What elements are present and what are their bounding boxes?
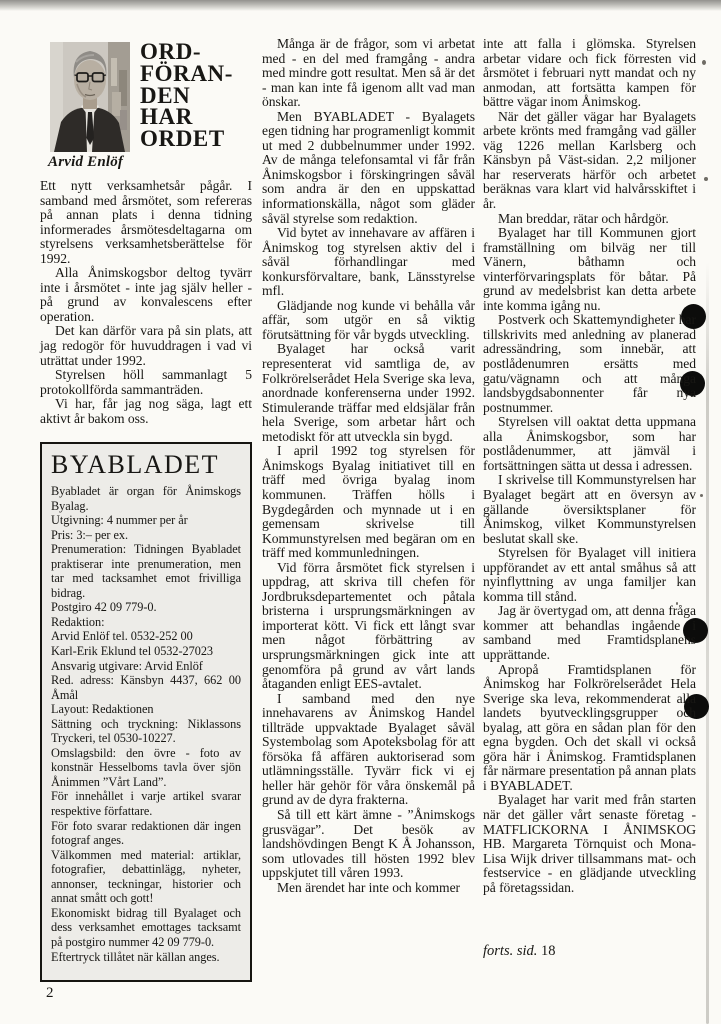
imprint-box [40, 442, 252, 982]
paragraph: Så till ett kärt ämne - ”Ånimskogs grusvägar”. Det besök av landshövdingen Bengt K Å Johansson, som utlovades till hösten 1992 blev uppskjutet till våren 1993. [262, 806, 475, 881]
continuation-page-number: 18 [541, 943, 556, 959]
paragraph: I april 1992 tog styrelsen för Ånimskogs Byalag initiativet till en träff med övriga byalag inom kommunen. Träffen hölls i Bygdegården och mynnade ut i en gemensam skrivelse till Kommunstyrelsen med begäran om en träff med kommunledningen. [262, 443, 475, 561]
paragraph: Styrelsen för Byalaget vill initiera uppförandet av ett antal småhus så att nyinflyttning av unga familjer kan komma till stånd. [483, 545, 696, 604]
imprint-box-lines [51, 484, 241, 964]
imprint-line: Utgivning: 4 nummer per år [51, 513, 188, 528]
paragraph: Styrelsen höll sammanlagt 5 protokollförda sammanträden. [40, 367, 252, 397]
imprint-line: Prenumeration: Tidningen Byabladet praktiserar inte prenumeration, men tar med tacksamhet emot frivilliga bidrag. [51, 542, 241, 600]
imprint-line: Arvid Enlöf tel. 0532-252 00 [51, 629, 193, 644]
portrait-photo [50, 42, 130, 152]
article-column-1 [40, 179, 252, 426]
paragraph: Byalaget har varit med från starten när det gäller vårt senaste företag - MATFLICKORNA I ÅNIMSKOG HB. Margareta Törnquist och Mona-Lisa Wijk driver tillsammans mat- och festservice - en glädjande utveckling på företagssidan. [483, 792, 696, 895]
imprint-line: Ansvarig utgivare: Arvid Enlöf [51, 658, 203, 673]
paragraph: Vid bytet av innehavare av affären i Ånimskog tog styrelsen aktiv del i såväl förhandlingar med konkursförvaltare, bank, Länsstyrelse mfl. [262, 225, 475, 299]
portrait-photo-illustration [50, 42, 130, 152]
article-title-line: ORD- [140, 39, 202, 64]
imprint-line: Byabladet är organ för Ånimskogs Byalag. [51, 484, 241, 513]
page-number: 2 [46, 985, 54, 1001]
paragraph: Vid förra årsmötet fick styrelsen i uppdrag, att skriva till chefen för Jordbruksdepartementet och påtala bristerna i ursprungsmärkningen av importerat kött. Vi fick ett långt svar men något förbättring av ursprungsmärkningen gick inte att genomföra på grund av vårt lands åtaganden enligt EES-avtalet. [262, 559, 475, 692]
imprint-line: Sättning och tryckning: Niklassons Tryckeri, tel 0530-10227. [51, 716, 241, 746]
imprint-line: Redaktion: [51, 614, 105, 629]
article-title-line: HAR [140, 104, 193, 130]
imprint-line: Välkommen med material: artiklar, fotografier, debattinlägg, nyheter, annonser, teckningar, historier och annat smått och gott! [51, 847, 241, 906]
paragraph: Postverk och Skattemyndigheter har tillskrivits med anledning av planerad adressändring, som innebär, att postlådenumren ersätts med gatu/vägnamn och att många landsbygdsabonnenter får nya postnummer. [483, 312, 696, 415]
paragraph: Apropå Framtidsplanen för Ånimskog har Folkrörelserådet Hela Sverige ska leva, rekommenderat alla landets byutvecklingsgrupper och byalag, att göra en sådan plan för den egna bygden. Och det skall vi också göra här i Ånimskog. Framtidsplanen får närmare presentation på annan plats i BYABLADET. [483, 661, 696, 793]
imprint-line: För innehållet i varje artikel svarar respektive författare. [51, 789, 241, 819]
paragraph: Men ärendet har inte och kommer [277, 879, 461, 895]
scan-speck [700, 494, 703, 497]
article-title-line: FÖRAN- [140, 60, 234, 86]
paragraph: Glädjande nog kunde vi behålla vår affär, som utgör en så viktig förutsättning för vår bygds utveckling. [262, 297, 475, 342]
paragraph: I skrivelse till Kommunstyrelsen har Byalaget begärt att en översyn av gällande översiktsplaner för Ånimskog, vilket Kommunstyrelsen beslutat skall ske. [483, 472, 696, 546]
scan-speck [702, 60, 706, 65]
paragraph: När det gäller vägar har Byalagets arbete krönts med framgång vad gäller väg 1226 mellan Karlsberg och Känsbyn på Väst-sidan. 2,2 miljoner har reserverats härför och arbetet beräknas vara klart vid halvårsskiftet i år. [483, 108, 696, 212]
paragraph: Men BYABLADET - Byalagets egen tidning har programenligt kommit ut med 2 dubbelnummer under 1992. Av de många telefonsamtal vi får från Ånimskogsbor i förskingringen såväl som andra är den en uppskattad informationskälla, något som gläder såväl styrelse som redaktion. [262, 108, 475, 226]
paragraph: Byalaget har till Kommunen gjort framställning om bilväg ner till Vänern, båthamn och vinterförvaringsplats för båtar. På grund av medelsbrist kan detta arbete inte komma igång nu. [483, 225, 696, 313]
scan-speck [704, 177, 708, 181]
continuation-note [483, 943, 556, 960]
scan-crease [706, 262, 709, 1024]
photo-caption: Arvid Enlöf [48, 154, 124, 170]
imprint-line: För foto svarar redaktionen där ingen fotograf anges. [51, 818, 241, 848]
imprint-line: Postgiro 42 09 779-0. [51, 600, 157, 615]
imprint-line: Layout: Redaktionen [51, 702, 154, 717]
paragraph: Många är de frågor, som vi arbetat med - en del med framgång - andra med mindre gott resultat. Men så är det - man kan inte få igenom allt vad man önskar. [262, 36, 475, 110]
imprint-line: Omslagsbild: den övre - foto av konstnär Hesselboms tavla över sjön Ånimmen ”Vårt Land”. [51, 745, 241, 789]
article-column-3 [483, 37, 696, 895]
article-column-2 [262, 37, 475, 895]
paragraph: Det kan därför vara på sin plats, att jag redogör för huvuddragen i vad vi uträttat under 1992. [40, 323, 252, 368]
imprint-line: Karl-Erik Eklund tel 0532-27023 [51, 644, 214, 659]
paragraph: Alla Ånimskogsbor deltog tyvärr inte i årsmötet - inte jag själv heller - på grund av konvalescens efter operation. [40, 265, 252, 324]
article-title-line: DEN [140, 82, 191, 108]
article-title-line: ORDET [140, 126, 225, 152]
imprint-line: Pris: 3:– per ex. [51, 527, 129, 542]
scan-top-edge [0, 0, 721, 11]
imprint-line: Red. adress: Känsbyn 4437, 662 00 Åmål [51, 673, 241, 702]
paragraph: Ett nytt verksamhetsår pågår. I samband med årsmötet, som refereras på annan plats i denna tidning informerades årsmötesdeltagarna om styrelsens verksamhetsberättelse för 1992. [40, 178, 252, 266]
paragraph: I samband med den nye innehavarens av Ånimskog Handel tillträde uppvaktade Byalaget såväl Systembolag som Apoteksbolag för att försöka få affären auktoriserad som utlämningsställe. Tyvärr fick vi ej heller här gehör för våra önskemål på grund av de dyra frakterna. [262, 690, 475, 808]
paragraph: Jag är övertygad om, att denna fråga kommer att behandlas ingående i samband med Framtidsplanens upprättande. [483, 603, 696, 662]
imprint-line: Ekonomiskt bidrag till Byalaget och dess verksamhet emottages tacksamt på postgiro nummer 42 09 779-0. [51, 905, 241, 949]
imprint-line: Eftertryck tillåtet när källan anges. [51, 949, 220, 964]
continuation-note-text: forts. sid. [483, 943, 538, 959]
imprint-box-title: BYABLADET [51, 450, 220, 479]
paragraph: Styrelsen vill oaktat detta uppmana alla Ånimskogsbor, som har postlådenummer, att jämväl i fortsättningen sätta ut dessa i adressen. [483, 414, 696, 473]
paragraph: Byalaget har också varit representerat vid samtliga de, av Folkrörelserådet Hela Sverige ska leva, anordnade konferenserna under 1992. Stimulerande träffar med eldsjälar från hela Sverige, som arbetar hårt och metodiskt för att utveckla sin bygd. [262, 341, 475, 444]
article-title [140, 41, 233, 150]
paragraph: Man breddar, rätar och hårdgör. [498, 210, 669, 226]
paragraph: inte att falla i glömska. Styrelsen arbetar vidare och fick förresten vid årsmötet i februari nytt mandat och ny anmodan, att fortsätta kampen för bättre vägar inom Ånimskog. [483, 36, 696, 110]
paragraph: Vi har, får jag nog säga, lagt ett aktivt år bakom oss. [40, 396, 252, 426]
